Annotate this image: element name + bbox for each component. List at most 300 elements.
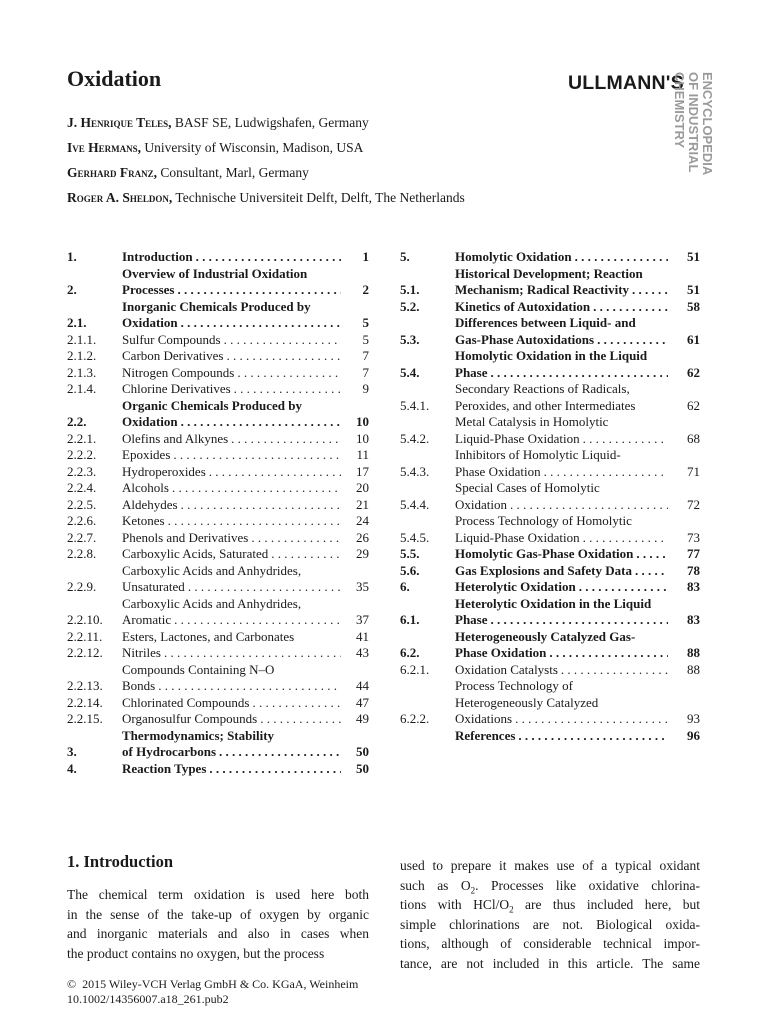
toc-dot-leader bbox=[515, 728, 668, 745]
toc-entry-title-line bbox=[122, 761, 369, 778]
toc-entry-title bbox=[122, 464, 369, 481]
toc-entry-title-line bbox=[122, 348, 369, 365]
toc-entry-page: 10 bbox=[356, 430, 369, 446]
toc-entry-title-line bbox=[122, 332, 369, 349]
toc-entry-title bbox=[122, 546, 369, 563]
toc-entry-title bbox=[455, 546, 700, 563]
toc-entry-number: 2.2.7. bbox=[67, 529, 97, 545]
toc-entry-title bbox=[122, 447, 369, 464]
toc-entry[interactable] bbox=[67, 497, 369, 514]
toc-entry-number: 2.2.13. bbox=[67, 678, 103, 693]
toc-dot-leader bbox=[629, 282, 668, 299]
toc-entry-title-text: Introduction bbox=[122, 249, 193, 264]
toc-entry-title-line bbox=[122, 629, 369, 646]
toc-entry-number: 5.4. bbox=[400, 364, 420, 380]
toc-entry-number: 2.2.4. bbox=[67, 480, 97, 495]
toc-entry-page: 49 bbox=[356, 711, 369, 726]
toc-entry-number: 2.2.5. bbox=[67, 496, 97, 512]
toc-entry-title bbox=[455, 266, 700, 299]
toc-entry-title bbox=[122, 381, 369, 398]
toc-entry-title-line: Metal Catalysis in Homolytic bbox=[455, 414, 609, 429]
toc-entry-title-text: Homolytic Oxidation bbox=[455, 249, 572, 264]
toc-entry-title-text: Organosulfur Compounds bbox=[122, 711, 258, 726]
toc-entry-title-text: Homolytic Gas-Phase Oxidation bbox=[455, 546, 634, 561]
toc-dot-leader bbox=[174, 282, 341, 299]
toc-dot-leader bbox=[170, 447, 341, 464]
toc-entry[interactable] bbox=[67, 464, 369, 481]
toc-entry-title-text: Phenols and Derivatives bbox=[122, 529, 249, 545]
toc-entry-title-line bbox=[122, 464, 369, 481]
toc-entry-title-text: Hydroperoxides bbox=[122, 463, 206, 479]
table-of-contents-left bbox=[67, 249, 369, 777]
toc-entry-title bbox=[455, 348, 700, 381]
toc-entry-title-line: Heterogeneously Catalyzed Gas- bbox=[455, 628, 636, 644]
toc-entry-title-line bbox=[122, 315, 369, 332]
toc-dot-leader bbox=[268, 546, 341, 563]
toc-entry-page: 68 bbox=[687, 430, 700, 446]
toc-entry-title-line bbox=[455, 398, 700, 415]
toc-entry-page: 93 bbox=[687, 711, 700, 726]
toc-entry-title-line bbox=[455, 365, 700, 382]
author-line bbox=[67, 185, 587, 210]
toc-entry-title-text: Reaction Types bbox=[122, 760, 207, 776]
toc-entry-title-line: Inorganic Chemicals Produced by bbox=[122, 298, 311, 314]
toc-entry-number: 2.2.3. bbox=[67, 463, 97, 479]
toc-entry-number: 6.2.2. bbox=[400, 711, 430, 726]
toc-entry-title-line bbox=[455, 299, 700, 316]
toc-entry-page: 35 bbox=[356, 579, 369, 594]
toc-entry-title-text: Phase Oxidation bbox=[455, 645, 547, 660]
toc-entry[interactable] bbox=[400, 678, 700, 728]
toc-entry-number: 2.1. bbox=[67, 315, 87, 330]
toc-entry[interactable] bbox=[400, 381, 700, 414]
toc-entry-title-line: Carboxylic Acids and Anhydrides, bbox=[122, 562, 302, 578]
toc-entry-number: 5.1. bbox=[400, 282, 420, 297]
paragraph-text: such as O bbox=[400, 877, 471, 893]
toc-entry-number: 2.2.6. bbox=[67, 513, 97, 528]
toc-entry[interactable] bbox=[67, 596, 369, 629]
toc-entry-number: 5.2. bbox=[400, 298, 420, 314]
footer bbox=[67, 977, 358, 1007]
toc-entry[interactable] bbox=[400, 563, 700, 580]
toc-entry[interactable] bbox=[400, 629, 700, 662]
toc-entry-title bbox=[122, 711, 369, 728]
paragraph-line bbox=[400, 895, 700, 915]
toc-dot-leader bbox=[546, 645, 668, 662]
toc-entry-title-text: Nitrogen Compounds bbox=[122, 364, 235, 380]
copyright-symbol: © bbox=[67, 977, 77, 991]
toc-entry-title bbox=[455, 513, 700, 546]
toc-entry-title-text: Olefins and Alkynes bbox=[122, 430, 229, 446]
toc-entry-title-text: Peroxides, and other Intermediates bbox=[455, 397, 636, 413]
toc-entry-title bbox=[122, 761, 369, 778]
toc-entry-page: 50 bbox=[356, 760, 369, 776]
subscript: 2 bbox=[509, 904, 514, 915]
toc-entry-title bbox=[455, 662, 700, 679]
toc-entry-page: 71 bbox=[687, 463, 700, 479]
toc-dot-leader bbox=[206, 464, 341, 481]
toc-entry-title-line: Inhibitors of Homolytic Liquid- bbox=[455, 447, 621, 462]
toc-entry-number: 5.4.4. bbox=[400, 496, 430, 512]
toc-entry-page: 83 bbox=[687, 579, 700, 594]
toc-dot-leader bbox=[206, 761, 341, 778]
toc-entry-page: 7 bbox=[362, 348, 369, 363]
toc-entry[interactable] bbox=[67, 629, 369, 646]
toc-entry-title bbox=[122, 480, 369, 497]
toc-entry-page: 73 bbox=[687, 529, 700, 545]
toc-entry-page: 51 bbox=[687, 249, 700, 264]
toc-dot-leader bbox=[594, 332, 668, 349]
toc-entry-title-text: Phase bbox=[455, 612, 488, 627]
toc-entry[interactable] bbox=[400, 348, 700, 381]
toc-entry[interactable] bbox=[67, 365, 369, 382]
author-name: Ive Hermans, bbox=[67, 140, 142, 155]
toc-entry-number: 5. bbox=[400, 249, 410, 264]
toc-entry-title-text: Sulfur Compounds bbox=[122, 331, 221, 347]
copyright-line bbox=[67, 977, 358, 992]
toc-entry[interactable] bbox=[400, 728, 700, 745]
toc-entry-title-line: Homolytic Oxidation in the Liquid bbox=[455, 348, 648, 363]
toc-entry-number: 6. bbox=[400, 579, 410, 594]
toc-entry-title bbox=[455, 596, 700, 629]
author-affiliation: BASF SE, Ludwigshafen, Germany bbox=[174, 115, 369, 130]
toc-entry-number: 2.2.10. bbox=[67, 612, 103, 627]
toc-dot-leader bbox=[228, 431, 341, 448]
body-text-right-column bbox=[400, 856, 700, 974]
author-affiliation: Technische Universiteit Delft, Delft, The Netherlands bbox=[175, 190, 465, 205]
toc-entry-title-text: Alcohols bbox=[122, 480, 169, 495]
toc-entry[interactable] bbox=[400, 546, 700, 563]
toc-entry-page: 83 bbox=[687, 612, 700, 627]
author-line bbox=[67, 160, 587, 185]
logo-vertical-line: ENCYCLOPEDIA bbox=[700, 72, 715, 176]
toc-entry-title-text: Oxidations bbox=[455, 711, 513, 726]
toc-dot-leader bbox=[541, 464, 668, 481]
toc-entry-title-text: Phase Oxidation bbox=[455, 463, 541, 479]
toc-entry[interactable] bbox=[67, 266, 369, 299]
toc-entry-title bbox=[122, 249, 369, 266]
toc-entry-title bbox=[122, 596, 369, 629]
paragraph-line: in the sense of the take-up of oxygen by organic bbox=[67, 906, 369, 922]
toc-entry-title-text: Gas Explosions and Safety Data bbox=[455, 562, 632, 578]
toc-entry[interactable] bbox=[400, 447, 700, 480]
toc-entry[interactable] bbox=[67, 381, 369, 398]
paragraph-line: The chemical term oxidation is used here both bbox=[67, 887, 369, 902]
paragraph-line bbox=[400, 876, 700, 896]
toc-dot-leader bbox=[576, 579, 668, 596]
toc-entry-title bbox=[122, 695, 369, 712]
toc-entry[interactable] bbox=[67, 695, 369, 712]
toc-entry-title bbox=[122, 365, 369, 382]
toc-entry[interactable] bbox=[400, 315, 700, 348]
toc-entry[interactable] bbox=[67, 348, 369, 365]
toc-entry-number: 2.2.8. bbox=[67, 546, 97, 561]
toc-entry-title bbox=[122, 513, 369, 530]
toc-entry[interactable] bbox=[67, 711, 369, 728]
toc-entry-title bbox=[455, 728, 700, 745]
toc-dot-leader bbox=[221, 332, 341, 349]
toc-dot-leader bbox=[234, 365, 341, 382]
toc-entry-title-text: Carboxylic Acids, Saturated bbox=[122, 546, 269, 561]
toc-entry-title-text: Aldehydes bbox=[122, 496, 178, 512]
toc-entry-title bbox=[455, 480, 700, 513]
toc-entry[interactable] bbox=[67, 299, 369, 332]
toc-entry-number: 1. bbox=[67, 249, 77, 264]
toc-entry-page: 44 bbox=[356, 678, 369, 693]
toc-entry-page: 47 bbox=[356, 694, 369, 710]
toc-entry-page: 20 bbox=[356, 480, 369, 495]
paragraph-text: . Processes like oxidative chlorina- bbox=[475, 877, 700, 893]
toc-entry-title-text: Kinetics of Autoxidation bbox=[455, 298, 591, 314]
toc-dot-leader bbox=[572, 249, 668, 266]
toc-entry-title-line: Thermodynamics; Stability bbox=[122, 727, 275, 743]
toc-entry-title-line bbox=[122, 546, 369, 563]
toc-dot-leader bbox=[223, 348, 341, 365]
toc-entry-page: 9 bbox=[362, 381, 369, 396]
toc-dot-leader bbox=[248, 530, 341, 547]
body-text-left-column bbox=[67, 885, 369, 963]
toc-entry-page: 72 bbox=[687, 496, 700, 512]
toc-entry-title-text: Nitriles bbox=[122, 645, 161, 660]
paragraph-text: simple chlorinations are not. Biological oxida- bbox=[400, 916, 700, 932]
toc-entry-page: 50 bbox=[356, 744, 369, 759]
toc-entry[interactable] bbox=[67, 728, 369, 761]
toc-entry-number: 5.4.1. bbox=[400, 397, 430, 413]
toc-entry-page: 41 bbox=[356, 628, 369, 644]
toc-entry[interactable] bbox=[400, 299, 700, 316]
toc-entry-page: 5 bbox=[362, 331, 369, 347]
toc-dot-leader bbox=[216, 744, 341, 761]
toc-dot-leader bbox=[193, 249, 341, 266]
toc-entry[interactable] bbox=[67, 761, 369, 778]
toc-entry-title-line bbox=[122, 695, 369, 712]
author-affiliation: Consultant, Marl, Germany bbox=[160, 165, 309, 180]
toc-entry-title-line bbox=[122, 431, 369, 448]
toc-entry-number: 5.4.5. bbox=[400, 529, 430, 545]
toc-entry-page: 7 bbox=[362, 364, 369, 380]
toc-entry-title-line bbox=[455, 249, 700, 266]
paragraph-text: are thus included here, but bbox=[513, 897, 700, 913]
toc-entry-title-line bbox=[455, 282, 700, 299]
paragraph-line: and inorganic materials and also in cases when bbox=[67, 926, 369, 942]
toc-entry-page: 2 bbox=[362, 282, 369, 297]
toc-entry-title bbox=[122, 645, 369, 662]
toc-dot-leader bbox=[171, 612, 341, 629]
toc-entry-title-line bbox=[122, 612, 369, 629]
toc-entry[interactable] bbox=[400, 513, 700, 546]
toc-entry-number: 2. bbox=[67, 282, 77, 297]
toc-dot-leader bbox=[178, 414, 341, 431]
toc-entry-title-line bbox=[455, 711, 700, 728]
toc-entry-number: 6.2.1. bbox=[400, 661, 430, 677]
toc-entry-number: 3. bbox=[67, 744, 77, 759]
toc-entry-title-text: Oxidation Catalysts bbox=[455, 661, 558, 677]
toc-entry-page: 78 bbox=[687, 562, 700, 578]
toc-entry[interactable] bbox=[67, 546, 369, 563]
toc-entry-page: 77 bbox=[687, 546, 700, 561]
toc-entry-title-line bbox=[122, 365, 369, 382]
logo-vertical-text bbox=[655, 70, 715, 205]
toc-entry-title bbox=[122, 332, 369, 349]
toc-entry-title-line bbox=[455, 530, 700, 547]
toc-dot-leader bbox=[590, 299, 668, 316]
toc-entry-page: 37 bbox=[356, 612, 369, 627]
toc-entry-title-line bbox=[455, 662, 700, 679]
toc-entry-page: 10 bbox=[356, 414, 369, 429]
copyright-text: 2015 Wiley-VCH Verlag GmbH & Co. KGaA, Weinheim bbox=[82, 977, 359, 991]
toc-entry-number: 2.2.14. bbox=[67, 694, 103, 710]
paragraph-text: tions with HCl/O bbox=[400, 897, 510, 913]
toc-entry-title-line bbox=[122, 282, 369, 299]
toc-entry-number: 2.2. bbox=[67, 414, 87, 429]
subscript: 2 bbox=[470, 885, 476, 896]
toc-entry-title bbox=[122, 629, 369, 646]
toc-entry-title bbox=[455, 629, 700, 662]
toc-entry-title-line: Secondary Reactions of Radicals, bbox=[455, 381, 630, 396]
toc-entry-title-line bbox=[455, 431, 700, 448]
paragraph-line bbox=[400, 954, 700, 974]
toc-entry-title bbox=[455, 563, 700, 580]
toc-entry-number: 2.1.1. bbox=[67, 331, 97, 347]
author-list bbox=[67, 110, 587, 210]
toc-entry-number: 5.4.2. bbox=[400, 430, 430, 446]
toc-entry-page: 17 bbox=[356, 463, 369, 479]
author-name: J. Henrique Teles, bbox=[67, 115, 172, 130]
toc-entry-page: 26 bbox=[356, 529, 369, 545]
toc-entry-page: 88 bbox=[687, 645, 700, 660]
toc-entry-title-line: Organic Chemicals Produced by bbox=[122, 397, 302, 413]
toc-entry[interactable] bbox=[67, 662, 369, 695]
toc-dot-leader bbox=[178, 315, 341, 332]
toc-entry[interactable] bbox=[400, 596, 700, 629]
toc-entry-title-text: Bonds bbox=[122, 678, 156, 693]
toc-entry[interactable] bbox=[67, 447, 369, 464]
toc-entry-title bbox=[455, 249, 700, 266]
toc-entry-title-line bbox=[122, 414, 369, 431]
toc-entry-title-line bbox=[455, 497, 700, 514]
paragraph-line bbox=[400, 934, 700, 954]
toc-entry[interactable] bbox=[67, 332, 369, 349]
toc-entry-page: 58 bbox=[687, 298, 700, 314]
toc-entry[interactable] bbox=[400, 579, 700, 596]
toc-entry-title bbox=[122, 728, 369, 761]
toc-entry-title-line bbox=[455, 563, 700, 580]
toc-entry[interactable] bbox=[67, 431, 369, 448]
paragraph-text: tions, although of considerable technical impor- bbox=[400, 936, 700, 952]
doi-text: 10.1002/14356007.a18_261.pub2 bbox=[67, 992, 229, 1006]
author-line bbox=[67, 135, 587, 160]
toc-entry-title-line bbox=[122, 744, 369, 761]
toc-dot-leader bbox=[558, 662, 668, 679]
toc-entry-title-text: Processes bbox=[122, 282, 175, 297]
toc-entry-page: 62 bbox=[687, 397, 700, 413]
toc-entry-title bbox=[122, 662, 369, 695]
toc-entry-title-text: Esters, Lactones, and Carbonates bbox=[122, 628, 295, 644]
logo-vertical-line: OF INDUSTRIAL bbox=[686, 72, 701, 173]
toc-dot-leader bbox=[257, 711, 341, 728]
toc-entry-page: 88 bbox=[687, 661, 700, 677]
toc-entry[interactable] bbox=[67, 480, 369, 497]
toc-entry-title bbox=[122, 497, 369, 514]
toc-entry[interactable] bbox=[400, 266, 700, 299]
logo-vertical-line: CHEMISTRY bbox=[672, 72, 687, 149]
toc-entry-title-text: Liquid-Phase Oxidation bbox=[455, 529, 580, 545]
toc-entry-title-line bbox=[455, 612, 700, 629]
toc-entry-title bbox=[455, 447, 700, 480]
toc-entry-title-line bbox=[122, 513, 369, 530]
toc-entry[interactable] bbox=[67, 563, 369, 596]
toc-entry-title-text: Oxidation bbox=[122, 414, 178, 429]
toc-entry-number: 2.2.11. bbox=[67, 628, 103, 644]
toc-entry-title-text: Gas-Phase Autoxidations bbox=[455, 331, 595, 347]
toc-entry-title-text: Phase bbox=[455, 364, 488, 380]
toc-dot-leader bbox=[488, 612, 669, 629]
toc-entry[interactable] bbox=[67, 645, 369, 662]
toc-entry-page: 29 bbox=[356, 546, 369, 561]
toc-entry-title-line: Compounds Containing N–O bbox=[122, 661, 275, 677]
toc-entry-title-line: Differences between Liquid- and bbox=[455, 315, 636, 330]
toc-entry-page: 51 bbox=[687, 282, 700, 297]
toc-entry-title-line bbox=[122, 579, 369, 596]
paragraph-line bbox=[400, 915, 700, 935]
toc-entry[interactable] bbox=[400, 249, 700, 266]
toc-entry[interactable] bbox=[67, 249, 369, 266]
toc-entry[interactable] bbox=[67, 513, 369, 530]
toc-dot-leader bbox=[178, 497, 341, 514]
toc-entry-title bbox=[122, 530, 369, 547]
toc-dot-leader bbox=[507, 497, 668, 514]
author-name: Gerhard Franz, bbox=[67, 165, 157, 180]
toc-entry-title-text: References bbox=[455, 727, 516, 743]
toc-entry-title-line bbox=[122, 497, 369, 514]
toc-entry-page: 1 bbox=[362, 249, 369, 264]
toc-entry-number: 2.1.4. bbox=[67, 381, 97, 396]
toc-entry-page: 43 bbox=[356, 645, 369, 660]
toc-entry-title-line: Heterolytic Oxidation in the Liquid bbox=[455, 595, 652, 611]
toc-entry-title-line bbox=[455, 464, 700, 481]
toc-dot-leader bbox=[512, 711, 668, 728]
toc-entry-title-line bbox=[122, 530, 369, 547]
toc-entry-title-line bbox=[455, 579, 700, 596]
toc-entry[interactable] bbox=[400, 480, 700, 513]
toc-entry-title-text: Chlorine Derivatives bbox=[122, 381, 231, 396]
toc-entry-title-line: Process Technology of Homolytic bbox=[455, 513, 632, 528]
toc-entry-title-text: of Hydrocarbons bbox=[122, 744, 217, 759]
toc-entry-title-line: Heterogeneously Catalyzed bbox=[455, 694, 599, 710]
toc-entry-title-line: Process Technology of bbox=[455, 678, 573, 693]
toc-entry-title bbox=[122, 398, 369, 431]
toc-entry-title-line: Carboxylic Acids and Anhydrides, bbox=[122, 595, 302, 611]
toc-entry[interactable] bbox=[67, 530, 369, 547]
toc-dot-leader bbox=[185, 579, 341, 596]
toc-entry[interactable] bbox=[400, 414, 700, 447]
toc-entry-title-text: Chlorinated Compounds bbox=[122, 694, 250, 710]
toc-entry-title-text: Unsaturated bbox=[122, 579, 185, 594]
toc-dot-leader bbox=[249, 695, 341, 712]
toc-entry-title bbox=[122, 299, 369, 332]
toc-entry-title-line: Overview of Industrial Oxidation bbox=[122, 265, 308, 281]
toc-entry-title-line bbox=[455, 546, 700, 563]
toc-entry-title-text: Liquid-Phase Oxidation bbox=[455, 430, 580, 446]
toc-entry[interactable] bbox=[400, 662, 700, 679]
toc-dot-leader bbox=[165, 513, 341, 530]
toc-entry-title bbox=[455, 579, 700, 596]
toc-dot-leader bbox=[231, 381, 341, 398]
toc-entry-title-text: Aromatic bbox=[122, 612, 172, 627]
toc-entry[interactable] bbox=[67, 398, 369, 431]
paragraph-text: tance, are not included in this article. The same bbox=[400, 955, 700, 971]
toc-dot-leader bbox=[580, 530, 668, 547]
